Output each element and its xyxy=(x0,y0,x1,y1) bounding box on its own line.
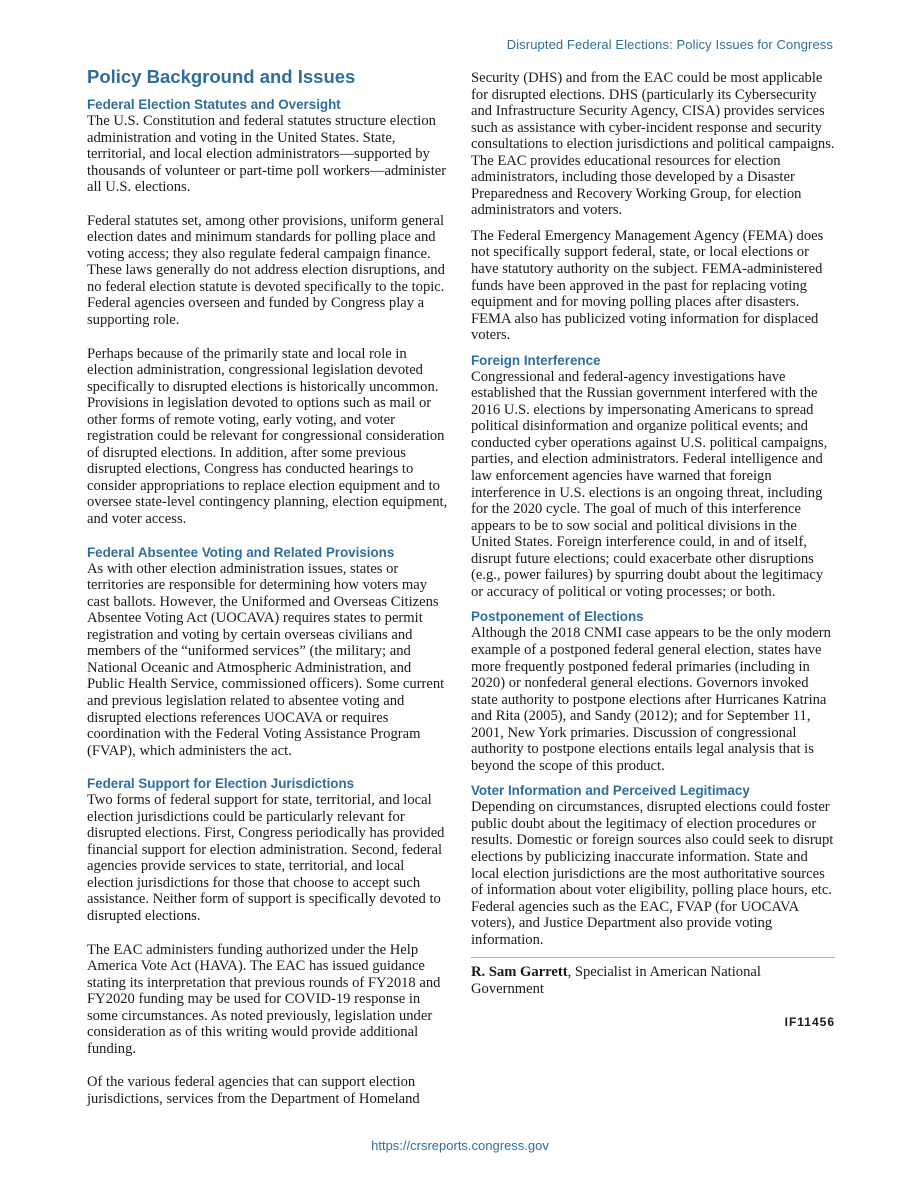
author-title: , Specialist in American National Government xyxy=(471,964,761,997)
paragraph-support-1: Two forms of federal support for state, territorial, and local election jurisdictions could be particularly relevant for disrupted elections. First, Congress periodically has provided financial support for election administration. Second, federal agencies provide services to state, territorial, and local election jurisdictions for those that choose to accept such assistance. Neither form of support is specifically devoted to disrupted elections. xyxy=(87,792,445,924)
paragraph-absentee-1: As with other election administration issues, states or territories are responsible for determining how voters may cast ballots. However, the Uniformed and Overseas Citizens Absentee Voting Act (UOCAVA) requires states to permit registration and voting by certain overseas civilians and members of the “uniformed services” (the military; and National Oceanic and Atmospheric Administration, and Public Health Service, commissioned officers). Some current and previous legislation related to absentee voting and disrupted elections references UOCAVA or requires coordination with the Federal Voting Assistance Program (FVAP), which administers the act. xyxy=(87,560,445,759)
product-code: IF11456 xyxy=(784,1015,835,1030)
subhead-voter-information: Voter Information and Perceived Legitimacy xyxy=(471,783,750,799)
author-name: R. Sam Garrett xyxy=(471,964,568,981)
subhead-foreign: Foreign Interference xyxy=(471,352,601,368)
left-column xyxy=(87,66,450,1124)
paragraph-statutes-2: Federal statutes set, among other provisions, uniform general election dates and minimum standards for polling place and voting access; they also regulate federal campaign finance. These laws generally do not address election disruptions, and no federal election statute is devoted specifically to the topic. Federal agencies overseen and funded by Congress play a supporting role. xyxy=(87,212,445,329)
author-divider xyxy=(471,957,835,958)
subhead-statutes: Federal Election Statutes and Oversight xyxy=(87,97,341,112)
paragraph-fema: The Federal Emergency Management Agency (FEMA) does not specifically support federal, state, or local elections or have statutory authority on the subject. FEMA-administered funds have been approved in the past for replacing voting equipment and for moving polling places after disasters. FEMA also has publicized voting information for displaced voters. xyxy=(471,227,824,344)
subhead-postponement: Postponement of Elections xyxy=(471,609,644,625)
paragraph-support-3: Of the various federal agencies that can support election jurisdictions, services from the Department of Homeland xyxy=(87,1074,420,1107)
footer-url-link[interactable]: https://crsreports.congress.gov xyxy=(371,1138,549,1153)
paragraph-voter-information: Depending on circumstances, disrupted elections could foster public doubt about the legitimacy of election procedures or results. Domestic or foreign sources also could seek to disrupt elections by publicizing inaccurate information. State and local election jurisdictions are the most authoritative sources of information about voter eligibility, polling place hours, etc. Federal agencies such as the EAC, FVAP (for UOCAVA voters), and Justice Department also provide voting information. xyxy=(471,799,834,948)
right-column xyxy=(471,70,835,1031)
paragraph-postponement: Although the 2018 CNMI case appears to be the only modern example of a postponed federal general election, states have more frequently postponed federal primaries (including in 2020) or nonfederal general elections. Governors invoked state authority to postpone elections after Hurricanes Katrina and Rita (2005), and Sandy (2012); and for September 11, 2001, New York primaries. Discussion of congressional authority to postpone elections entails legal analysis that is beyond the scope of this product. xyxy=(471,625,831,774)
section-title: Policy Background and Issues xyxy=(87,66,356,87)
paragraph-support-2: The EAC administers funding authorized under the Help America Vote Act (HAVA). The EAC has issued guidance stating its interpretation that previous rounds of FY2018 and FY2020 funding may be used for COVID-19 response in some circumstances. As noted previously, legislation under consideration as of this writing would provide additional funding. xyxy=(87,941,441,1057)
paragraph-statutes-3: Perhaps because of the primarily state and local role in election administration, congressional legislation devoted specifically to disrupted elections is historically uncommon. Provisions in legislation devoted to options such as mail or other forms of remote voting, early voting, and voter registration could be relevant for congressional consideration of disrupted elections. In addition, after some previous disrupted elections, Congress has conducted hearings to consider appropriations to replace election equipment and to oversee state-level contingency planning, election equipment, and voter access. xyxy=(87,345,448,528)
paragraph-statutes-1: The U.S. Constitution and federal statutes structure election administration and voting in the United States. State, territorial, and local election administrators—supported by thousands of volunteer or part-time poll workers—administer all U.S. elections. xyxy=(87,113,447,196)
running-header-title: Disrupted Federal Elections: Policy Issues for Congress xyxy=(506,37,833,52)
subhead-absentee: Federal Absentee Voting and Related Provisions xyxy=(87,544,395,560)
paragraph-foreign: Congressional and federal-agency investigations have established that the Russian government interfered with the 2016 U.S. elections by impersonating Americans to spread political disinformation and organize political events; and conducted cyber operations against U.S. political campaigns, parties, and election administrators. Federal intelligence and law enforcement agencies have warned that foreign interference in U.S. elections is an ongoing threat, including for the 2020 cycle. The goal of much of this interference appears to be to sow social and political divisions in the United States. Foreign interference could, in and of itself, disrupt future elections; could exacerbate other disruptions (e.g., power failures) by spurring doubt about the legitimacy or accuracy of political or voting processes; or both. xyxy=(471,368,828,600)
subhead-support: Federal Support for Election Jurisdictions xyxy=(87,776,355,792)
paragraph-support-continued: Security (DHS) and from the EAC could be most applicable for disrupted elections. DHS (particularly its Cybersecurity and Infrastructure Security Agency, CISA) provides services such as assistance with cyber-incident response and security consultations to election jurisdictions and political campaigns. The EAC provides educational resources for election administrators, including those developed by a Disaster Preparedness and Recovery Working Group, for election administrators and voters. xyxy=(471,70,835,219)
author-line xyxy=(471,964,835,997)
